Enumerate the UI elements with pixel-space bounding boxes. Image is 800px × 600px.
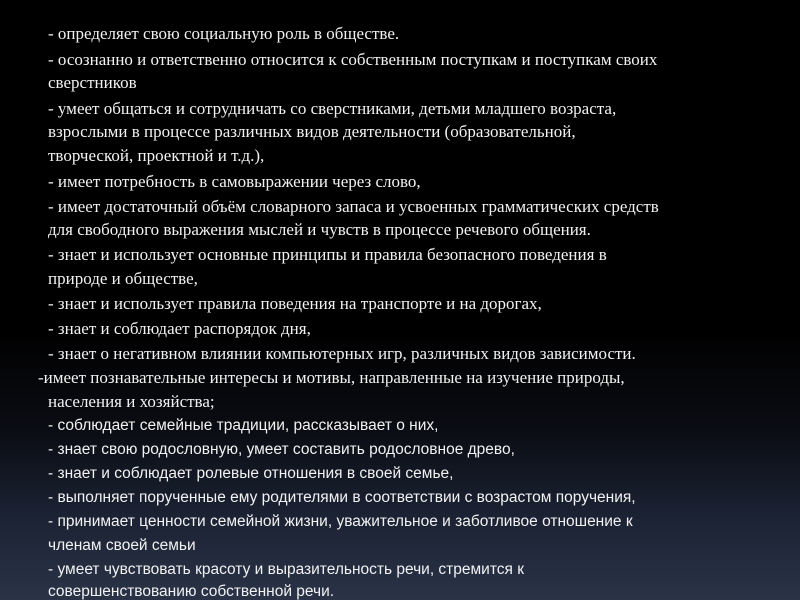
text-line: - имеет потребность в самовыражении через слово, — [48, 172, 421, 191]
text-line: -имеет познавательные интересы и мотивы, направленные на изучение природы, — [38, 368, 625, 387]
text-line: - умеет общаться и сотрудничать со сверстниками, детьми младшего возраста, — [48, 99, 617, 118]
text-line: - знает свою родословную, умеет составить родословное древо, — [48, 441, 515, 458]
text-line: - знает о негативном влиянии компьютерных игр, различных видов зависимости. — [48, 344, 636, 363]
text-line: - имеет достаточный объём словарного запаса и усвоенных грамматических средств — [48, 197, 659, 216]
text-line: населения и хозяйства; — [48, 392, 215, 411]
text-line: - принимает ценности семейной жизни, уважительное и заботливое отношение к — [48, 513, 633, 530]
text-line: членам своей семьи — [48, 537, 196, 554]
text-line: сверстников — [48, 73, 137, 92]
text-line: совершенствованию собственной речи. — [48, 583, 335, 600]
text-line: для свободного выражения мыслей и чувств в процессе речевого общения. — [48, 220, 591, 239]
text-line: - знает и соблюдает ролевые отношения в своей семье, — [48, 465, 454, 482]
text-line: взрослыми в процессе различных видов деятельности (образовательной, — [48, 122, 576, 141]
text-line: - знает и использует основные принципы и правила безопасного поведения в — [48, 245, 607, 264]
text-line: - выполняет порученные ему родителями в соответствии с возрастом поручения, — [48, 489, 636, 506]
text-line: - определяет свою социальную роль в обществе. — [48, 24, 400, 43]
text-line: - знает и использует правила поведения на транспорте и на дорогах, — [48, 294, 542, 313]
text-line: природе и обществе, — [48, 269, 198, 288]
text-line: - умеет чувствовать красоту и выразительность речи, стремится к — [48, 561, 524, 578]
text-line: - осознанно и ответственно относится к собственным поступкам и поступкам своих — [48, 50, 658, 69]
text-line: творческой, проектной и т.д.), — [48, 146, 265, 165]
text-line: - знает и соблюдает распорядок дня, — [48, 319, 311, 338]
text-line: - соблюдает семейные традиции, рассказывает о них, — [48, 417, 439, 434]
